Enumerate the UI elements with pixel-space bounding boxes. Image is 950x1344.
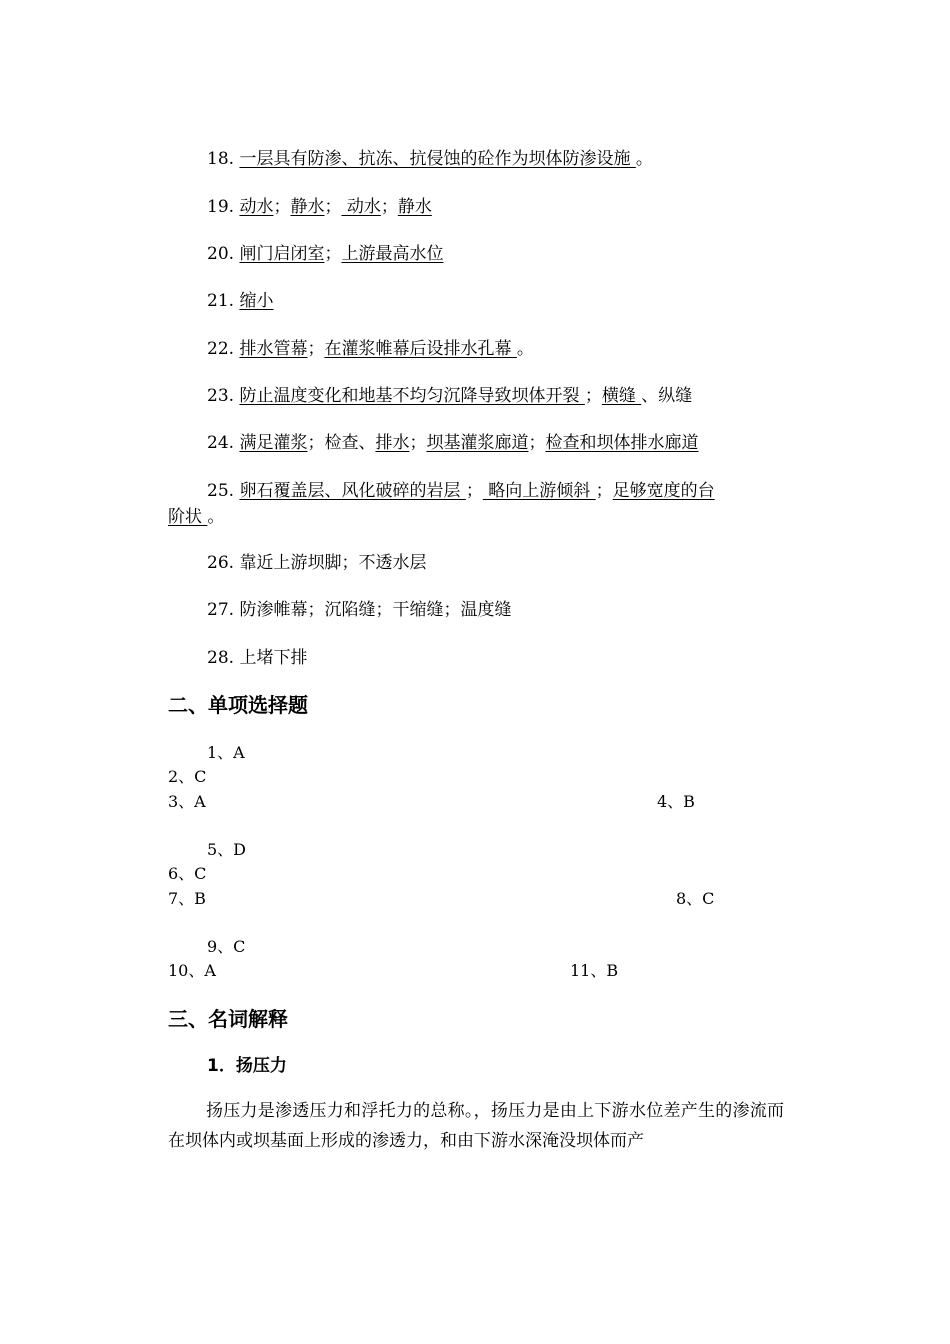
choice-answer: 1、A bbox=[207, 743, 245, 762]
choice-answer: 6、C bbox=[168, 864, 207, 883]
separator: ； bbox=[584, 386, 602, 406]
answer-text: ；检查、 bbox=[307, 433, 376, 453]
separator: ； bbox=[465, 481, 483, 501]
answer-19 bbox=[207, 196, 432, 218]
separator: ； bbox=[324, 197, 342, 217]
choice-answer: 10、A bbox=[168, 961, 216, 980]
separator: ； bbox=[273, 197, 291, 217]
answer-text: 。 bbox=[516, 339, 534, 359]
answer-blank: 静水 bbox=[290, 197, 325, 217]
answer-18 bbox=[207, 148, 653, 170]
answer-number: 23. bbox=[207, 386, 235, 406]
answer-25-continued bbox=[168, 506, 224, 528]
answer-number: 26. bbox=[207, 553, 235, 573]
answer-blank: 横缝 bbox=[601, 386, 642, 406]
answer-text: 。 bbox=[635, 149, 653, 169]
answer-blank: 满足灌浆 bbox=[239, 433, 308, 453]
answer-24 bbox=[207, 432, 698, 454]
choice-answer: 9、C bbox=[207, 937, 246, 956]
choice-answer: 5、D bbox=[207, 840, 247, 859]
answer-26 bbox=[207, 552, 426, 574]
answer-27 bbox=[207, 599, 511, 621]
separator: ； bbox=[409, 433, 427, 453]
answer-text: 上堵下排 bbox=[239, 648, 308, 668]
answer-blank: 静水 bbox=[397, 197, 432, 217]
answer-number: 28. bbox=[207, 648, 235, 668]
choice-answer: 4、B bbox=[657, 792, 695, 811]
answer-21 bbox=[207, 290, 273, 312]
separator: ； bbox=[324, 244, 342, 264]
answer-20 bbox=[207, 243, 443, 265]
answer-blank: 闸门启闭室 bbox=[239, 244, 325, 264]
answer-blank: 在灌浆帷幕后设排水孔幕 bbox=[324, 339, 517, 359]
separator: ； bbox=[595, 481, 613, 501]
answer-blank: 防止温度变化和地基不均匀沉降导致坝体开裂 bbox=[239, 386, 585, 406]
answer-25 bbox=[207, 480, 715, 502]
choice-answer: 3、A bbox=[168, 792, 206, 811]
answer-23 bbox=[207, 385, 692, 407]
answer-28 bbox=[207, 647, 307, 669]
answer-22 bbox=[207, 338, 534, 360]
answer-number: 27. bbox=[207, 600, 235, 620]
answer-blank: 足够宽度的台 bbox=[612, 481, 715, 501]
section-heading-choice: 二、单项选择题 bbox=[168, 693, 308, 717]
answer-blank: 上游最高水位 bbox=[341, 244, 444, 264]
answer-text: 防渗帷幕；沉陷缝；干缩缝；温度缝 bbox=[239, 600, 512, 620]
answer-blank: 卵石覆盖层、风化破碎的岩层 bbox=[239, 481, 466, 501]
answer-blank: 坝基灌浆廊道 bbox=[426, 433, 529, 453]
section-heading-terms: 三、名词解释 bbox=[168, 1007, 288, 1031]
choice-answer: 11、B bbox=[570, 961, 619, 980]
choice-answer: 7、B bbox=[168, 889, 206, 908]
separator: ； bbox=[380, 197, 398, 217]
separator: ； bbox=[528, 433, 546, 453]
answer-blank: 排水管幕 bbox=[239, 339, 308, 359]
answer-blank: 动水 bbox=[341, 197, 381, 217]
term-definition: 扬压力是渗透压力和浮托力的总称。，扬压力是由上下游水位差产生的渗流而在坝体内或坝基面上形成的渗透力，和由下游水深淹没坝体而产 bbox=[168, 1101, 784, 1151]
answer-blank: 排水 bbox=[375, 433, 410, 453]
choice-answer: 2、C bbox=[168, 767, 207, 786]
choice-answer: 8、C bbox=[676, 889, 715, 908]
answer-blank: 检查和坝体排水廊道 bbox=[545, 433, 699, 453]
answer-number: 19. bbox=[207, 197, 235, 217]
answer-number: 20. bbox=[207, 244, 235, 264]
answer-blank: 缩小 bbox=[239, 291, 274, 311]
term-title: 1．扬压力 bbox=[207, 1056, 287, 1076]
answer-number: 18. bbox=[207, 149, 235, 169]
answer-number: 24. bbox=[207, 433, 235, 453]
answer-number: 22. bbox=[207, 339, 235, 359]
answer-text: 靠近上游坝脚；不透水层 bbox=[239, 553, 427, 573]
separator: ； bbox=[307, 339, 325, 359]
answer-number: 21. bbox=[207, 291, 235, 311]
answer-blank: 阶状 bbox=[168, 507, 208, 527]
answer-blank: 略向上游倾斜 bbox=[482, 481, 596, 501]
answer-blank: 一层具有防渗、抗冻、抗侵蚀的砼作为坝体防渗设施 bbox=[239, 149, 636, 169]
answer-text: 。 bbox=[207, 507, 225, 527]
answer-number: 25. bbox=[207, 481, 235, 501]
answer-text: 、纵缝 bbox=[641, 386, 693, 406]
answer-blank: 动水 bbox=[239, 197, 274, 217]
